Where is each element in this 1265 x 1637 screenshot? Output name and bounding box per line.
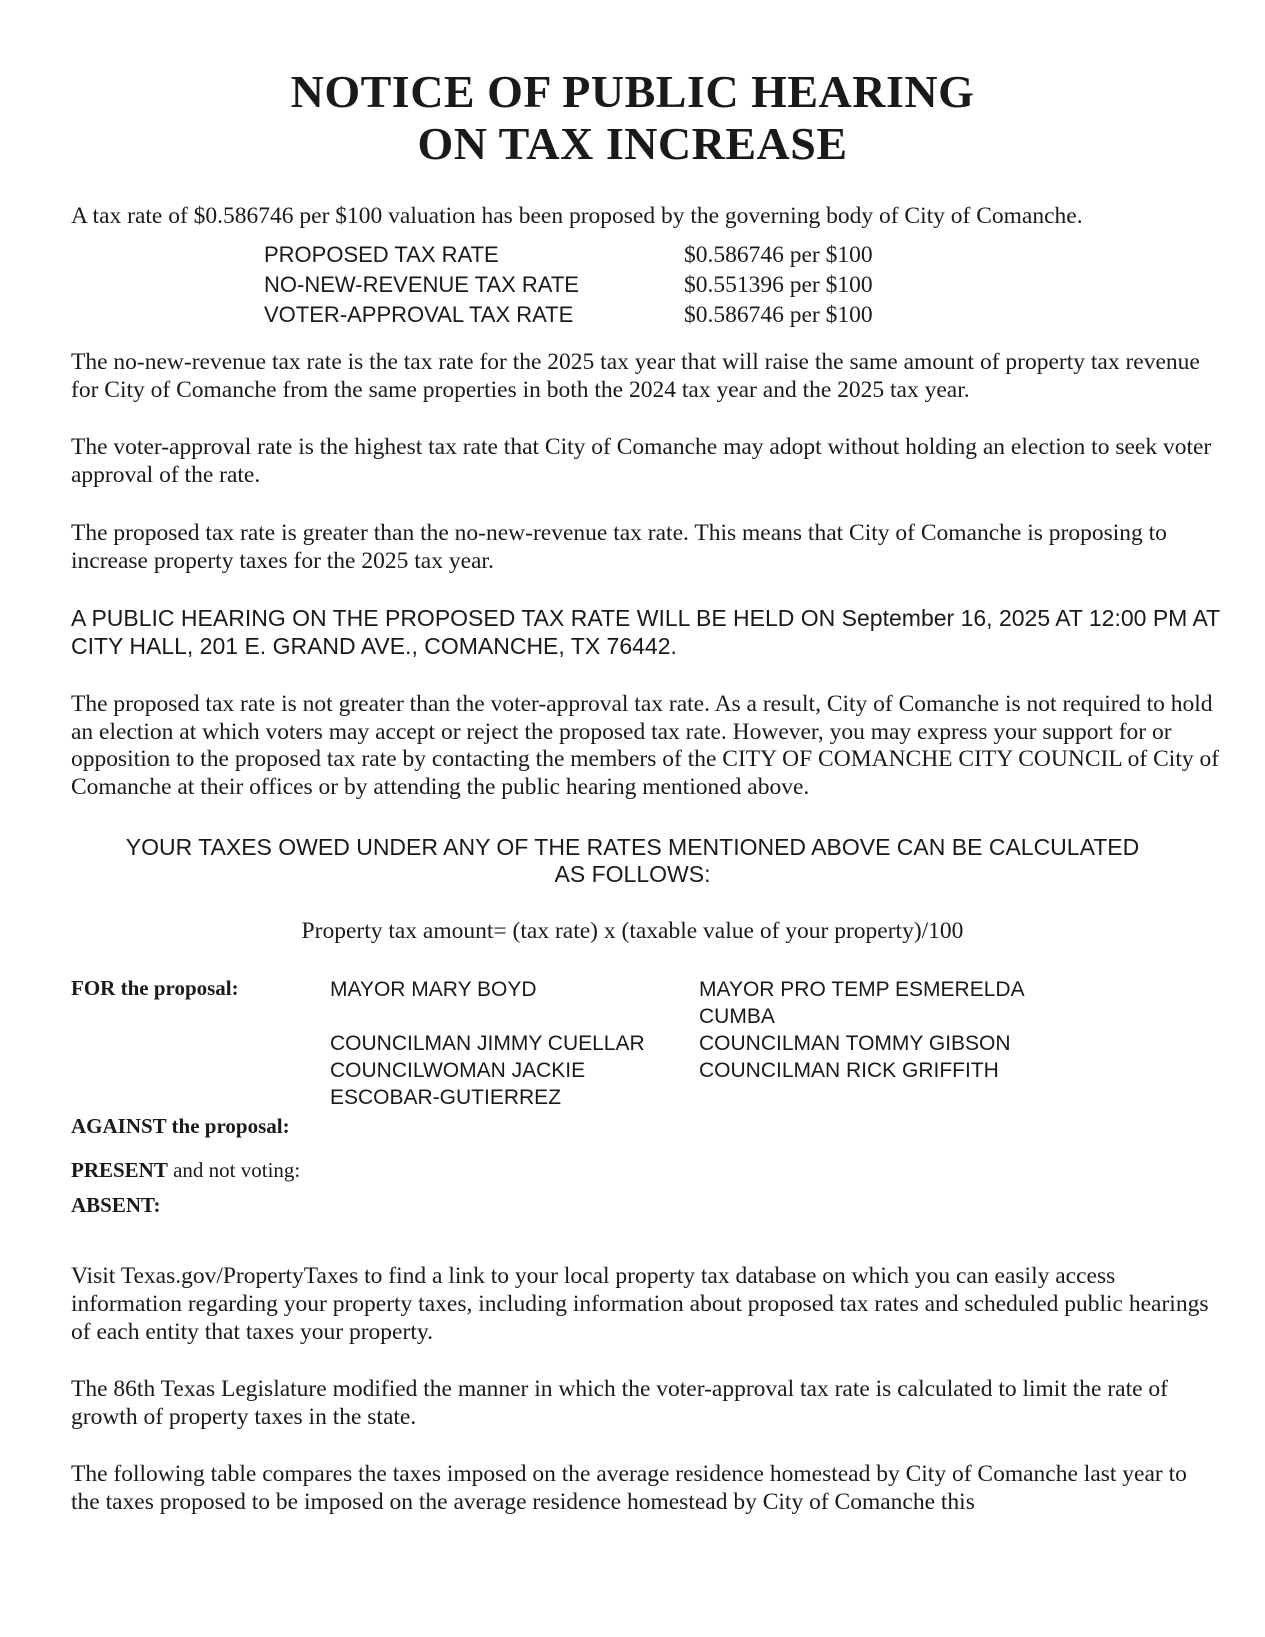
for-members-col-1 bbox=[330, 976, 700, 1111]
rate-label: NO-NEW-REVENUE TAX RATE bbox=[264, 272, 579, 297]
rate-value: $0.551396 per $100 bbox=[684, 272, 873, 298]
member-name: MAYOR MARY BOYD bbox=[330, 978, 537, 1001]
rates-table bbox=[264, 240, 873, 330]
calc-heading-line-2: AS FOLLOWS: bbox=[554, 861, 711, 887]
voter-approval-paragraph: The voter-approval rate is the highest tax rate that City of Comanche may adopt without holding an election to seek voter approval of the rate. bbox=[71, 434, 1212, 488]
proposed-greater-paragraph: The proposed tax rate is greater than the no-new-revenue tax rate. This means that City of Comanche is proposing to increase property taxes for the 2025 tax year. bbox=[71, 520, 1167, 574]
intro-paragraph: A tax rate of $0.586746 per $100 valuation has been proposed by the governing body of City of Comanche. bbox=[71, 203, 1083, 229]
table-intro-paragraph: The following table compares the taxes imposed on the average residence homestead by City of Comanche last year to the taxes proposed to be imposed on the average residence homestead by City of Comanche this bbox=[71, 1461, 1187, 1515]
rate-label: PROPOSED TAX RATE bbox=[264, 242, 499, 267]
present-rest: and not voting: bbox=[167, 1158, 301, 1182]
for-label: FOR the proposal: bbox=[71, 976, 239, 1000]
calc-heading-line-1: YOUR TAXES OWED UNDER ANY OF THE RATES MENTIONED ABOVE CAN BE CALCULATED bbox=[125, 834, 1140, 860]
title-line-2: ON TAX INCREASE bbox=[417, 118, 848, 169]
for-members-col-2 bbox=[699, 976, 1099, 1084]
rate-row-voter-approval bbox=[264, 300, 873, 330]
member-spacer bbox=[330, 1003, 700, 1030]
present-label bbox=[71, 1158, 300, 1183]
rate-row-no-new-revenue bbox=[264, 270, 873, 300]
legislature-paragraph: The 86th Texas Legislature modified the manner in which the voter-approval tax rate is calculated to limit the rate of growth of property taxes in the state. bbox=[71, 1376, 1168, 1430]
member-name: MAYOR PRO TEMP ESMERELDA bbox=[699, 978, 1025, 1001]
member-name: COUNCILMAN JIMMY CUELLAR bbox=[330, 1032, 645, 1055]
no-new-revenue-paragraph: The no-new-revenue tax rate is the tax rate for the 2025 tax year that will raise the same amount of property tax revenue for City of Comanche from the same properties in both the 2024 tax year and the 2025 tax year. bbox=[71, 349, 1200, 403]
member-name: COUNCILWOMAN JACKIE bbox=[330, 1059, 586, 1082]
tax-formula: Property tax amount= (tax rate) x (taxable value of your property)/100 bbox=[301, 918, 964, 944]
member-name: COUNCILMAN TOMMY GIBSON bbox=[699, 1032, 1011, 1055]
rate-value: $0.586746 per $100 bbox=[684, 242, 873, 268]
member-name: COUNCILMAN RICK GRIFFITH bbox=[699, 1059, 999, 1082]
not-greater-paragraph: The proposed tax rate is not greater than the voter-approval tax rate. As a result, City of Comanche is not required to hold an election at which voters may accept or reject the proposed tax rate. However, you may express your support for or opposition to the proposed tax rate by contacting the members of the CITY OF COMANCHE CITY COUNCIL of City of Comanche at their offices or by attending the public hearing mentioned above. bbox=[71, 691, 1220, 800]
title-line-1: NOTICE OF PUBLIC HEARING bbox=[290, 66, 975, 117]
present-bold: PRESENT bbox=[71, 1158, 168, 1182]
visit-paragraph: Visit Texas.gov/PropertyTaxes to find a link to your local property tax database on which you can easily access information regarding your property taxes, including information about proposed tax rates and scheduled public hearings of each entity that taxes your property. bbox=[71, 1263, 1209, 1345]
rate-value: $0.586746 per $100 bbox=[684, 302, 873, 328]
member-name: ESCOBAR-GUTIERREZ bbox=[330, 1086, 562, 1109]
hearing-notice: A PUBLIC HEARING ON THE PROPOSED TAX RATE WILL BE HELD ON September 16, 2025 AT 12:00 PM AT CITY HALL, 201 E. GRAND AVE., COMANCHE, TX 76442. bbox=[71, 605, 1220, 659]
rate-label: VOTER-APPROVAL TAX RATE bbox=[264, 302, 574, 327]
against-label: AGAINST the proposal: bbox=[71, 1114, 290, 1138]
absent-label: ABSENT: bbox=[71, 1193, 161, 1217]
member-name: CUMBA bbox=[699, 1005, 775, 1028]
rate-row-proposed bbox=[264, 240, 873, 270]
